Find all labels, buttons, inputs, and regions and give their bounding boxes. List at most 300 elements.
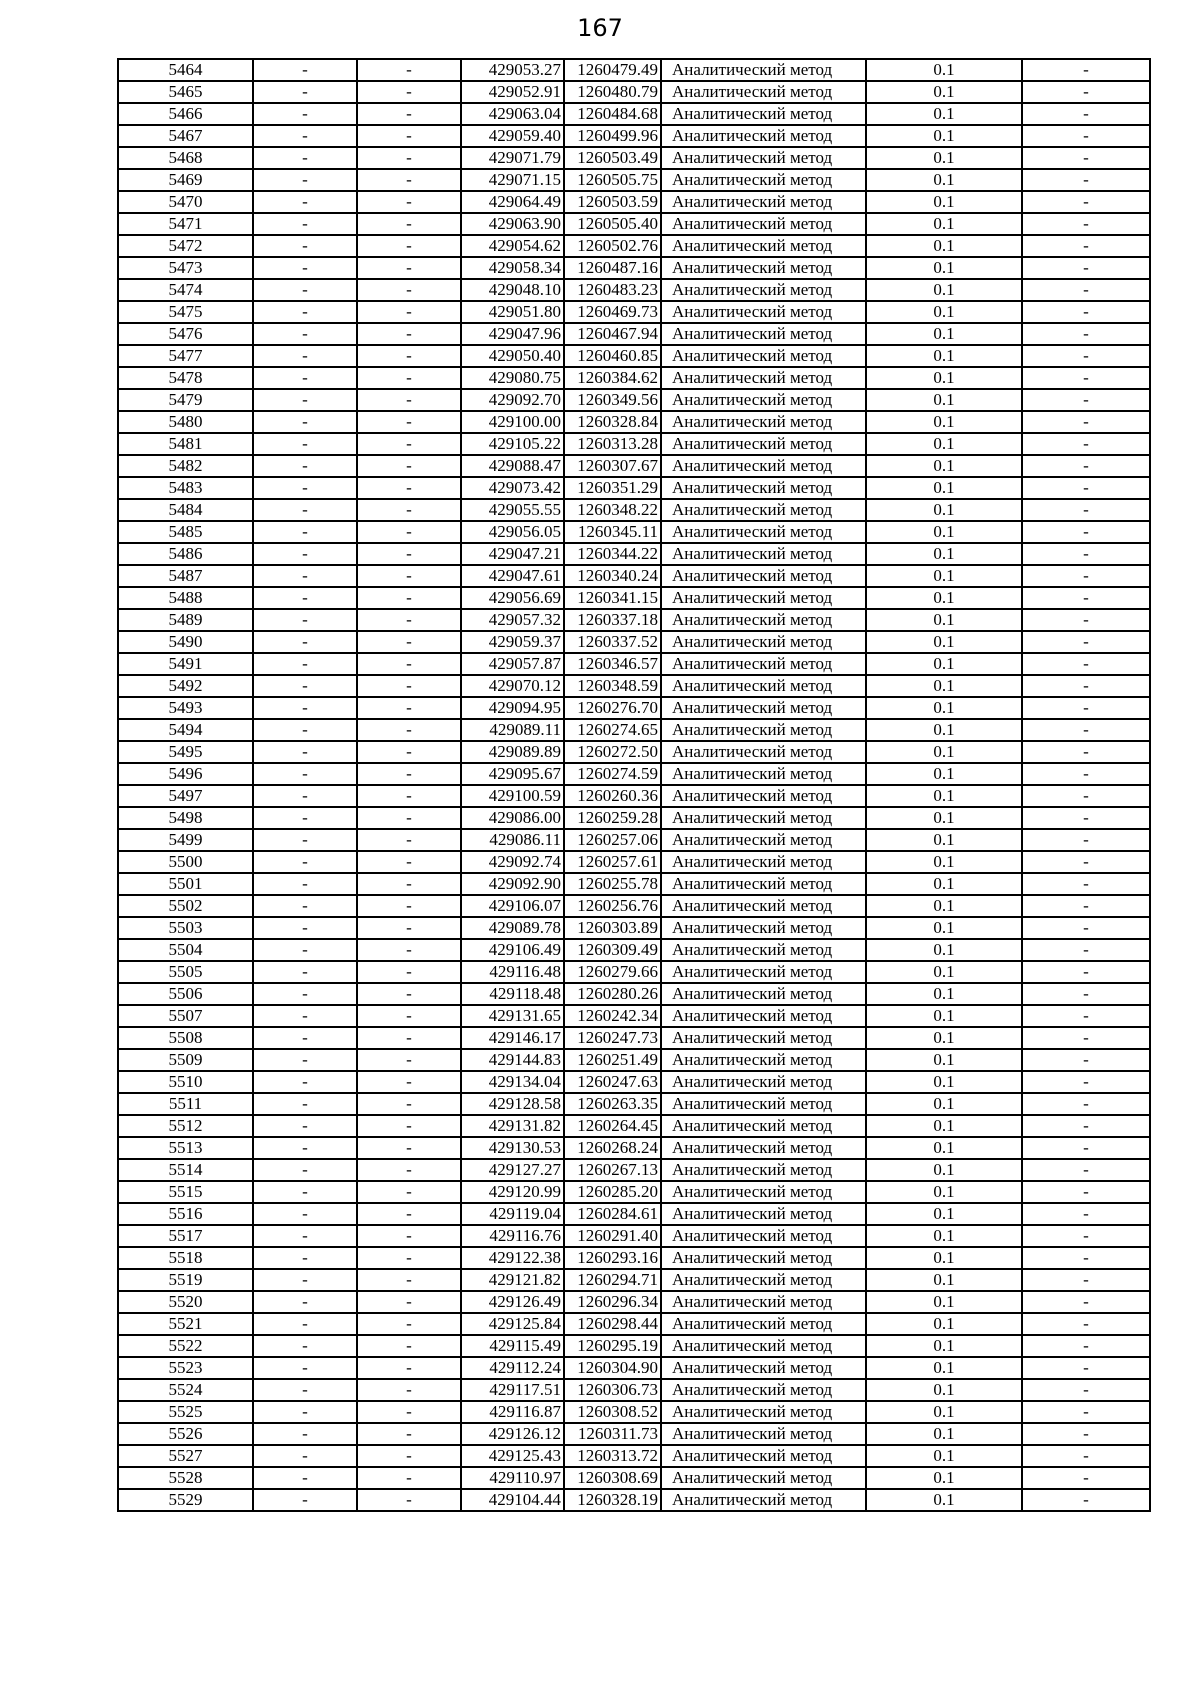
dash-cell: -	[357, 1159, 461, 1181]
method-cell: Аналитический метод	[661, 477, 866, 499]
accuracy-cell: 0.1	[866, 1203, 1022, 1225]
x-coordinate-cell: 429116.87	[461, 1401, 564, 1423]
accuracy-cell: 0.1	[866, 917, 1022, 939]
method-cell: Аналитический метод	[661, 279, 866, 301]
y-coordinate-cell: 1260311.73	[564, 1423, 661, 1445]
point-number-cell: 5513	[118, 1137, 253, 1159]
dash-cell: -	[357, 1049, 461, 1071]
method-cell: Аналитический метод	[661, 851, 866, 873]
dash-cell: -	[357, 191, 461, 213]
method-cell: Аналитический метод	[661, 719, 866, 741]
point-number-cell: 5512	[118, 1115, 253, 1137]
y-coordinate-cell: 1260460.85	[564, 345, 661, 367]
dash-cell: -	[357, 213, 461, 235]
point-number-cell: 5469	[118, 169, 253, 191]
point-number-cell: 5464	[118, 59, 253, 81]
point-number-cell: 5495	[118, 741, 253, 763]
table-row	[118, 1401, 1150, 1423]
x-coordinate-cell: 429092.70	[461, 389, 564, 411]
dash-cell: -	[253, 939, 357, 961]
dash-cell: -	[1022, 125, 1150, 147]
point-number-cell: 5528	[118, 1467, 253, 1489]
accuracy-cell: 0.1	[866, 1489, 1022, 1511]
method-cell: Аналитический метод	[661, 1071, 866, 1093]
table-row	[118, 763, 1150, 785]
dash-cell: -	[1022, 59, 1150, 81]
dash-cell: -	[357, 1291, 461, 1313]
x-coordinate-cell: 429144.83	[461, 1049, 564, 1071]
accuracy-cell: 0.1	[866, 829, 1022, 851]
accuracy-cell: 0.1	[866, 125, 1022, 147]
y-coordinate-cell: 1260337.52	[564, 631, 661, 653]
point-number-cell: 5473	[118, 257, 253, 279]
table-row	[118, 147, 1150, 169]
dash-cell: -	[253, 1335, 357, 1357]
table-row	[118, 367, 1150, 389]
method-cell: Аналитический метод	[661, 1005, 866, 1027]
point-number-cell: 5488	[118, 587, 253, 609]
method-cell: Аналитический метод	[661, 1489, 866, 1511]
dash-cell: -	[357, 499, 461, 521]
dash-cell: -	[253, 807, 357, 829]
point-number-cell: 5492	[118, 675, 253, 697]
dash-cell: -	[357, 785, 461, 807]
x-coordinate-cell: 429057.32	[461, 609, 564, 631]
point-number-cell: 5491	[118, 653, 253, 675]
accuracy-cell: 0.1	[866, 1027, 1022, 1049]
method-cell: Аналитический метод	[661, 389, 866, 411]
accuracy-cell: 0.1	[866, 411, 1022, 433]
method-cell: Аналитический метод	[661, 609, 866, 631]
x-coordinate-cell: 429086.11	[461, 829, 564, 851]
dash-cell: -	[253, 323, 357, 345]
accuracy-cell: 0.1	[866, 1159, 1022, 1181]
dash-cell: -	[253, 851, 357, 873]
dash-cell: -	[253, 675, 357, 697]
method-cell: Аналитический метод	[661, 103, 866, 125]
point-number-cell: 5521	[118, 1313, 253, 1335]
dash-cell: -	[253, 1489, 357, 1511]
dash-cell: -	[1022, 741, 1150, 763]
accuracy-cell: 0.1	[866, 433, 1022, 455]
method-cell: Аналитический метод	[661, 169, 866, 191]
x-coordinate-cell: 429092.74	[461, 851, 564, 873]
dash-cell: -	[357, 1335, 461, 1357]
accuracy-cell: 0.1	[866, 521, 1022, 543]
x-coordinate-cell: 429128.58	[461, 1093, 564, 1115]
dash-cell: -	[1022, 521, 1150, 543]
x-coordinate-cell: 429047.21	[461, 543, 564, 565]
table-row	[118, 389, 1150, 411]
dash-cell: -	[357, 587, 461, 609]
x-coordinate-cell: 429050.40	[461, 345, 564, 367]
point-number-cell: 5506	[118, 983, 253, 1005]
method-cell: Аналитический метод	[661, 961, 866, 983]
y-coordinate-cell: 1260280.26	[564, 983, 661, 1005]
dash-cell: -	[1022, 873, 1150, 895]
x-coordinate-cell: 429118.48	[461, 983, 564, 1005]
method-cell: Аналитический метод	[661, 433, 866, 455]
point-number-cell: 5470	[118, 191, 253, 213]
point-number-cell: 5465	[118, 81, 253, 103]
x-coordinate-cell: 429055.55	[461, 499, 564, 521]
y-coordinate-cell: 1260291.40	[564, 1225, 661, 1247]
y-coordinate-cell: 1260274.59	[564, 763, 661, 785]
point-number-cell: 5498	[118, 807, 253, 829]
point-number-cell: 5474	[118, 279, 253, 301]
accuracy-cell: 0.1	[866, 1313, 1022, 1335]
accuracy-cell: 0.1	[866, 1005, 1022, 1027]
dash-cell: -	[357, 257, 461, 279]
point-number-cell: 5502	[118, 895, 253, 917]
method-cell: Аналитический метод	[661, 125, 866, 147]
table-row	[118, 587, 1150, 609]
dash-cell: -	[1022, 323, 1150, 345]
accuracy-cell: 0.1	[866, 763, 1022, 785]
table-row	[118, 939, 1150, 961]
dash-cell: -	[357, 565, 461, 587]
dash-cell: -	[253, 477, 357, 499]
accuracy-cell: 0.1	[866, 367, 1022, 389]
x-coordinate-cell: 429115.49	[461, 1335, 564, 1357]
accuracy-cell: 0.1	[866, 895, 1022, 917]
y-coordinate-cell: 1260502.76	[564, 235, 661, 257]
accuracy-cell: 0.1	[866, 543, 1022, 565]
point-number-cell: 5523	[118, 1357, 253, 1379]
dash-cell: -	[253, 235, 357, 257]
dash-cell: -	[1022, 169, 1150, 191]
point-number-cell: 5478	[118, 367, 253, 389]
accuracy-cell: 0.1	[866, 653, 1022, 675]
dash-cell: -	[253, 59, 357, 81]
dash-cell: -	[1022, 653, 1150, 675]
method-cell: Аналитический метод	[661, 345, 866, 367]
method-cell: Аналитический метод	[661, 499, 866, 521]
point-number-cell: 5496	[118, 763, 253, 785]
x-coordinate-cell: 429100.59	[461, 785, 564, 807]
dash-cell: -	[253, 389, 357, 411]
table-row	[118, 1467, 1150, 1489]
x-coordinate-cell: 429100.00	[461, 411, 564, 433]
dash-cell: -	[1022, 587, 1150, 609]
method-cell: Аналитический метод	[661, 1093, 866, 1115]
method-cell: Аналитический метод	[661, 631, 866, 653]
method-cell: Аналитический метод	[661, 763, 866, 785]
dash-cell: -	[253, 213, 357, 235]
x-coordinate-cell: 429125.43	[461, 1445, 564, 1467]
dash-cell: -	[1022, 1401, 1150, 1423]
method-cell: Аналитический метод	[661, 1115, 866, 1137]
table-row	[118, 213, 1150, 235]
point-number-cell: 5479	[118, 389, 253, 411]
table-row	[118, 829, 1150, 851]
dash-cell: -	[357, 807, 461, 829]
point-number-cell: 5476	[118, 323, 253, 345]
dash-cell: -	[357, 235, 461, 257]
x-coordinate-cell: 429089.78	[461, 917, 564, 939]
dash-cell: -	[1022, 477, 1150, 499]
x-coordinate-cell: 429063.90	[461, 213, 564, 235]
table-row	[118, 499, 1150, 521]
x-coordinate-cell: 429130.53	[461, 1137, 564, 1159]
y-coordinate-cell: 1260483.23	[564, 279, 661, 301]
y-coordinate-cell: 1260351.29	[564, 477, 661, 499]
method-cell: Аналитический метод	[661, 565, 866, 587]
x-coordinate-cell: 429146.17	[461, 1027, 564, 1049]
x-coordinate-cell: 429071.15	[461, 169, 564, 191]
dash-cell: -	[357, 1423, 461, 1445]
y-coordinate-cell: 1260348.59	[564, 675, 661, 697]
x-coordinate-cell: 429059.37	[461, 631, 564, 653]
dash-cell: -	[253, 81, 357, 103]
method-cell: Аналитический метод	[661, 191, 866, 213]
dash-cell: -	[357, 1357, 461, 1379]
point-number-cell: 5527	[118, 1445, 253, 1467]
method-cell: Аналитический метод	[661, 323, 866, 345]
dash-cell: -	[357, 829, 461, 851]
dash-cell: -	[1022, 675, 1150, 697]
dash-cell: -	[357, 741, 461, 763]
dash-cell: -	[1022, 345, 1150, 367]
accuracy-cell: 0.1	[866, 235, 1022, 257]
table-row	[118, 697, 1150, 719]
point-number-cell: 5486	[118, 543, 253, 565]
dash-cell: -	[357, 697, 461, 719]
dash-cell: -	[1022, 499, 1150, 521]
x-coordinate-cell: 429122.38	[461, 1247, 564, 1269]
table-row	[118, 675, 1150, 697]
dash-cell: -	[357, 1269, 461, 1291]
accuracy-cell: 0.1	[866, 169, 1022, 191]
dash-cell: -	[253, 565, 357, 587]
accuracy-cell: 0.1	[866, 1225, 1022, 1247]
x-coordinate-cell: 429104.44	[461, 1489, 564, 1511]
dash-cell: -	[1022, 763, 1150, 785]
table-row	[118, 983, 1150, 1005]
accuracy-cell: 0.1	[866, 961, 1022, 983]
y-coordinate-cell: 1260345.11	[564, 521, 661, 543]
y-coordinate-cell: 1260479.49	[564, 59, 661, 81]
x-coordinate-cell: 429047.61	[461, 565, 564, 587]
dash-cell: -	[357, 301, 461, 323]
dash-cell: -	[357, 1489, 461, 1511]
point-number-cell: 5526	[118, 1423, 253, 1445]
method-cell: Аналитический метод	[661, 873, 866, 895]
x-coordinate-cell: 429057.87	[461, 653, 564, 675]
table-row	[118, 1335, 1150, 1357]
method-cell: Аналитический метод	[661, 367, 866, 389]
point-number-cell: 5507	[118, 1005, 253, 1027]
dash-cell: -	[357, 1071, 461, 1093]
dash-cell: -	[357, 1225, 461, 1247]
y-coordinate-cell: 1260295.19	[564, 1335, 661, 1357]
method-cell: Аналитический метод	[661, 675, 866, 697]
accuracy-cell: 0.1	[866, 697, 1022, 719]
y-coordinate-cell: 1260260.36	[564, 785, 661, 807]
method-cell: Аналитический метод	[661, 1423, 866, 1445]
x-coordinate-cell: 429095.67	[461, 763, 564, 785]
x-coordinate-cell: 429120.99	[461, 1181, 564, 1203]
dash-cell: -	[357, 851, 461, 873]
dash-cell: -	[1022, 785, 1150, 807]
accuracy-cell: 0.1	[866, 851, 1022, 873]
dash-cell: -	[253, 1027, 357, 1049]
table-row	[118, 477, 1150, 499]
dash-cell: -	[253, 279, 357, 301]
dash-cell: -	[1022, 917, 1150, 939]
dash-cell: -	[253, 103, 357, 125]
dash-cell: -	[253, 411, 357, 433]
point-number-cell: 5475	[118, 301, 253, 323]
dash-cell: -	[1022, 1005, 1150, 1027]
table-row	[118, 323, 1150, 345]
y-coordinate-cell: 1260304.90	[564, 1357, 661, 1379]
point-number-cell: 5518	[118, 1247, 253, 1269]
table-row	[118, 169, 1150, 191]
dash-cell: -	[357, 1467, 461, 1489]
x-coordinate-cell: 429131.65	[461, 1005, 564, 1027]
y-coordinate-cell: 1260499.96	[564, 125, 661, 147]
point-number-cell: 5505	[118, 961, 253, 983]
point-number-cell: 5482	[118, 455, 253, 477]
accuracy-cell: 0.1	[866, 1335, 1022, 1357]
dash-cell: -	[1022, 1335, 1150, 1357]
x-coordinate-cell: 429121.82	[461, 1269, 564, 1291]
dash-cell: -	[1022, 191, 1150, 213]
accuracy-cell: 0.1	[866, 191, 1022, 213]
dash-cell: -	[1022, 411, 1150, 433]
y-coordinate-cell: 1260256.76	[564, 895, 661, 917]
dash-cell: -	[357, 521, 461, 543]
dash-cell: -	[253, 1467, 357, 1489]
method-cell: Аналитический метод	[661, 895, 866, 917]
y-coordinate-cell: 1260306.73	[564, 1379, 661, 1401]
point-number-cell: 5483	[118, 477, 253, 499]
y-coordinate-cell: 1260328.19	[564, 1489, 661, 1511]
dash-cell: -	[253, 895, 357, 917]
accuracy-cell: 0.1	[866, 499, 1022, 521]
dash-cell: -	[1022, 1379, 1150, 1401]
method-cell: Аналитический метод	[661, 917, 866, 939]
table-row	[118, 1005, 1150, 1027]
y-coordinate-cell: 1260276.70	[564, 697, 661, 719]
y-coordinate-cell: 1260337.18	[564, 609, 661, 631]
x-coordinate-cell: 429106.07	[461, 895, 564, 917]
dash-cell: -	[357, 345, 461, 367]
dash-cell: -	[253, 719, 357, 741]
dash-cell: -	[357, 411, 461, 433]
accuracy-cell: 0.1	[866, 59, 1022, 81]
accuracy-cell: 0.1	[866, 807, 1022, 829]
table-body	[118, 59, 1150, 1511]
point-number-cell: 5503	[118, 917, 253, 939]
y-coordinate-cell: 1260257.06	[564, 829, 661, 851]
x-coordinate-cell: 429125.84	[461, 1313, 564, 1335]
dash-cell: -	[1022, 543, 1150, 565]
point-number-cell: 5487	[118, 565, 253, 587]
point-number-cell: 5510	[118, 1071, 253, 1093]
method-cell: Аналитический метод	[661, 1291, 866, 1313]
accuracy-cell: 0.1	[866, 1137, 1022, 1159]
table-row	[118, 895, 1150, 917]
dash-cell: -	[253, 125, 357, 147]
x-coordinate-cell: 429086.00	[461, 807, 564, 829]
table-row	[118, 345, 1150, 367]
dash-cell: -	[1022, 1181, 1150, 1203]
dash-cell: -	[1022, 213, 1150, 235]
point-number-cell: 5529	[118, 1489, 253, 1511]
point-number-cell: 5511	[118, 1093, 253, 1115]
dash-cell: -	[357, 125, 461, 147]
table-row	[118, 1379, 1150, 1401]
y-coordinate-cell: 1260298.44	[564, 1313, 661, 1335]
table-row	[118, 851, 1150, 873]
table-row	[118, 1203, 1150, 1225]
method-cell: Аналитический метод	[661, 1027, 866, 1049]
dash-cell: -	[253, 1137, 357, 1159]
x-coordinate-cell: 429116.48	[461, 961, 564, 983]
y-coordinate-cell: 1260349.56	[564, 389, 661, 411]
dash-cell: -	[253, 1203, 357, 1225]
dash-cell: -	[253, 587, 357, 609]
method-cell: Аналитический метод	[661, 1467, 866, 1489]
table-row	[118, 257, 1150, 279]
dash-cell: -	[253, 147, 357, 169]
dash-cell: -	[357, 455, 461, 477]
accuracy-cell: 0.1	[866, 1181, 1022, 1203]
dash-cell: -	[253, 499, 357, 521]
table-row	[118, 1489, 1150, 1511]
dash-cell: -	[253, 1291, 357, 1313]
accuracy-cell: 0.1	[866, 455, 1022, 477]
y-coordinate-cell: 1260346.57	[564, 653, 661, 675]
dash-cell: -	[253, 873, 357, 895]
point-number-cell: 5490	[118, 631, 253, 653]
dash-cell: -	[253, 1401, 357, 1423]
table-row	[118, 961, 1150, 983]
dash-cell: -	[253, 1159, 357, 1181]
dash-cell: -	[253, 433, 357, 455]
x-coordinate-cell: 429094.95	[461, 697, 564, 719]
accuracy-cell: 0.1	[866, 389, 1022, 411]
x-coordinate-cell: 429131.82	[461, 1115, 564, 1137]
x-coordinate-cell: 429127.27	[461, 1159, 564, 1181]
accuracy-cell: 0.1	[866, 103, 1022, 125]
dash-cell: -	[253, 1269, 357, 1291]
dash-cell: -	[357, 873, 461, 895]
accuracy-cell: 0.1	[866, 1291, 1022, 1313]
x-coordinate-cell: 429063.04	[461, 103, 564, 125]
y-coordinate-cell: 1260296.34	[564, 1291, 661, 1313]
y-coordinate-cell: 1260344.22	[564, 543, 661, 565]
table-row	[118, 1027, 1150, 1049]
point-number-cell: 5497	[118, 785, 253, 807]
y-coordinate-cell: 1260505.40	[564, 213, 661, 235]
dash-cell: -	[253, 917, 357, 939]
dash-cell: -	[253, 983, 357, 1005]
y-coordinate-cell: 1260247.63	[564, 1071, 661, 1093]
dash-cell: -	[253, 1071, 357, 1093]
y-coordinate-cell: 1260274.65	[564, 719, 661, 741]
method-cell: Аналитический метод	[661, 1203, 866, 1225]
dash-cell: -	[253, 169, 357, 191]
dash-cell: -	[357, 653, 461, 675]
point-number-cell: 5519	[118, 1269, 253, 1291]
accuracy-cell: 0.1	[866, 1049, 1022, 1071]
accuracy-cell: 0.1	[866, 323, 1022, 345]
accuracy-cell: 0.1	[866, 719, 1022, 741]
x-coordinate-cell: 429117.51	[461, 1379, 564, 1401]
